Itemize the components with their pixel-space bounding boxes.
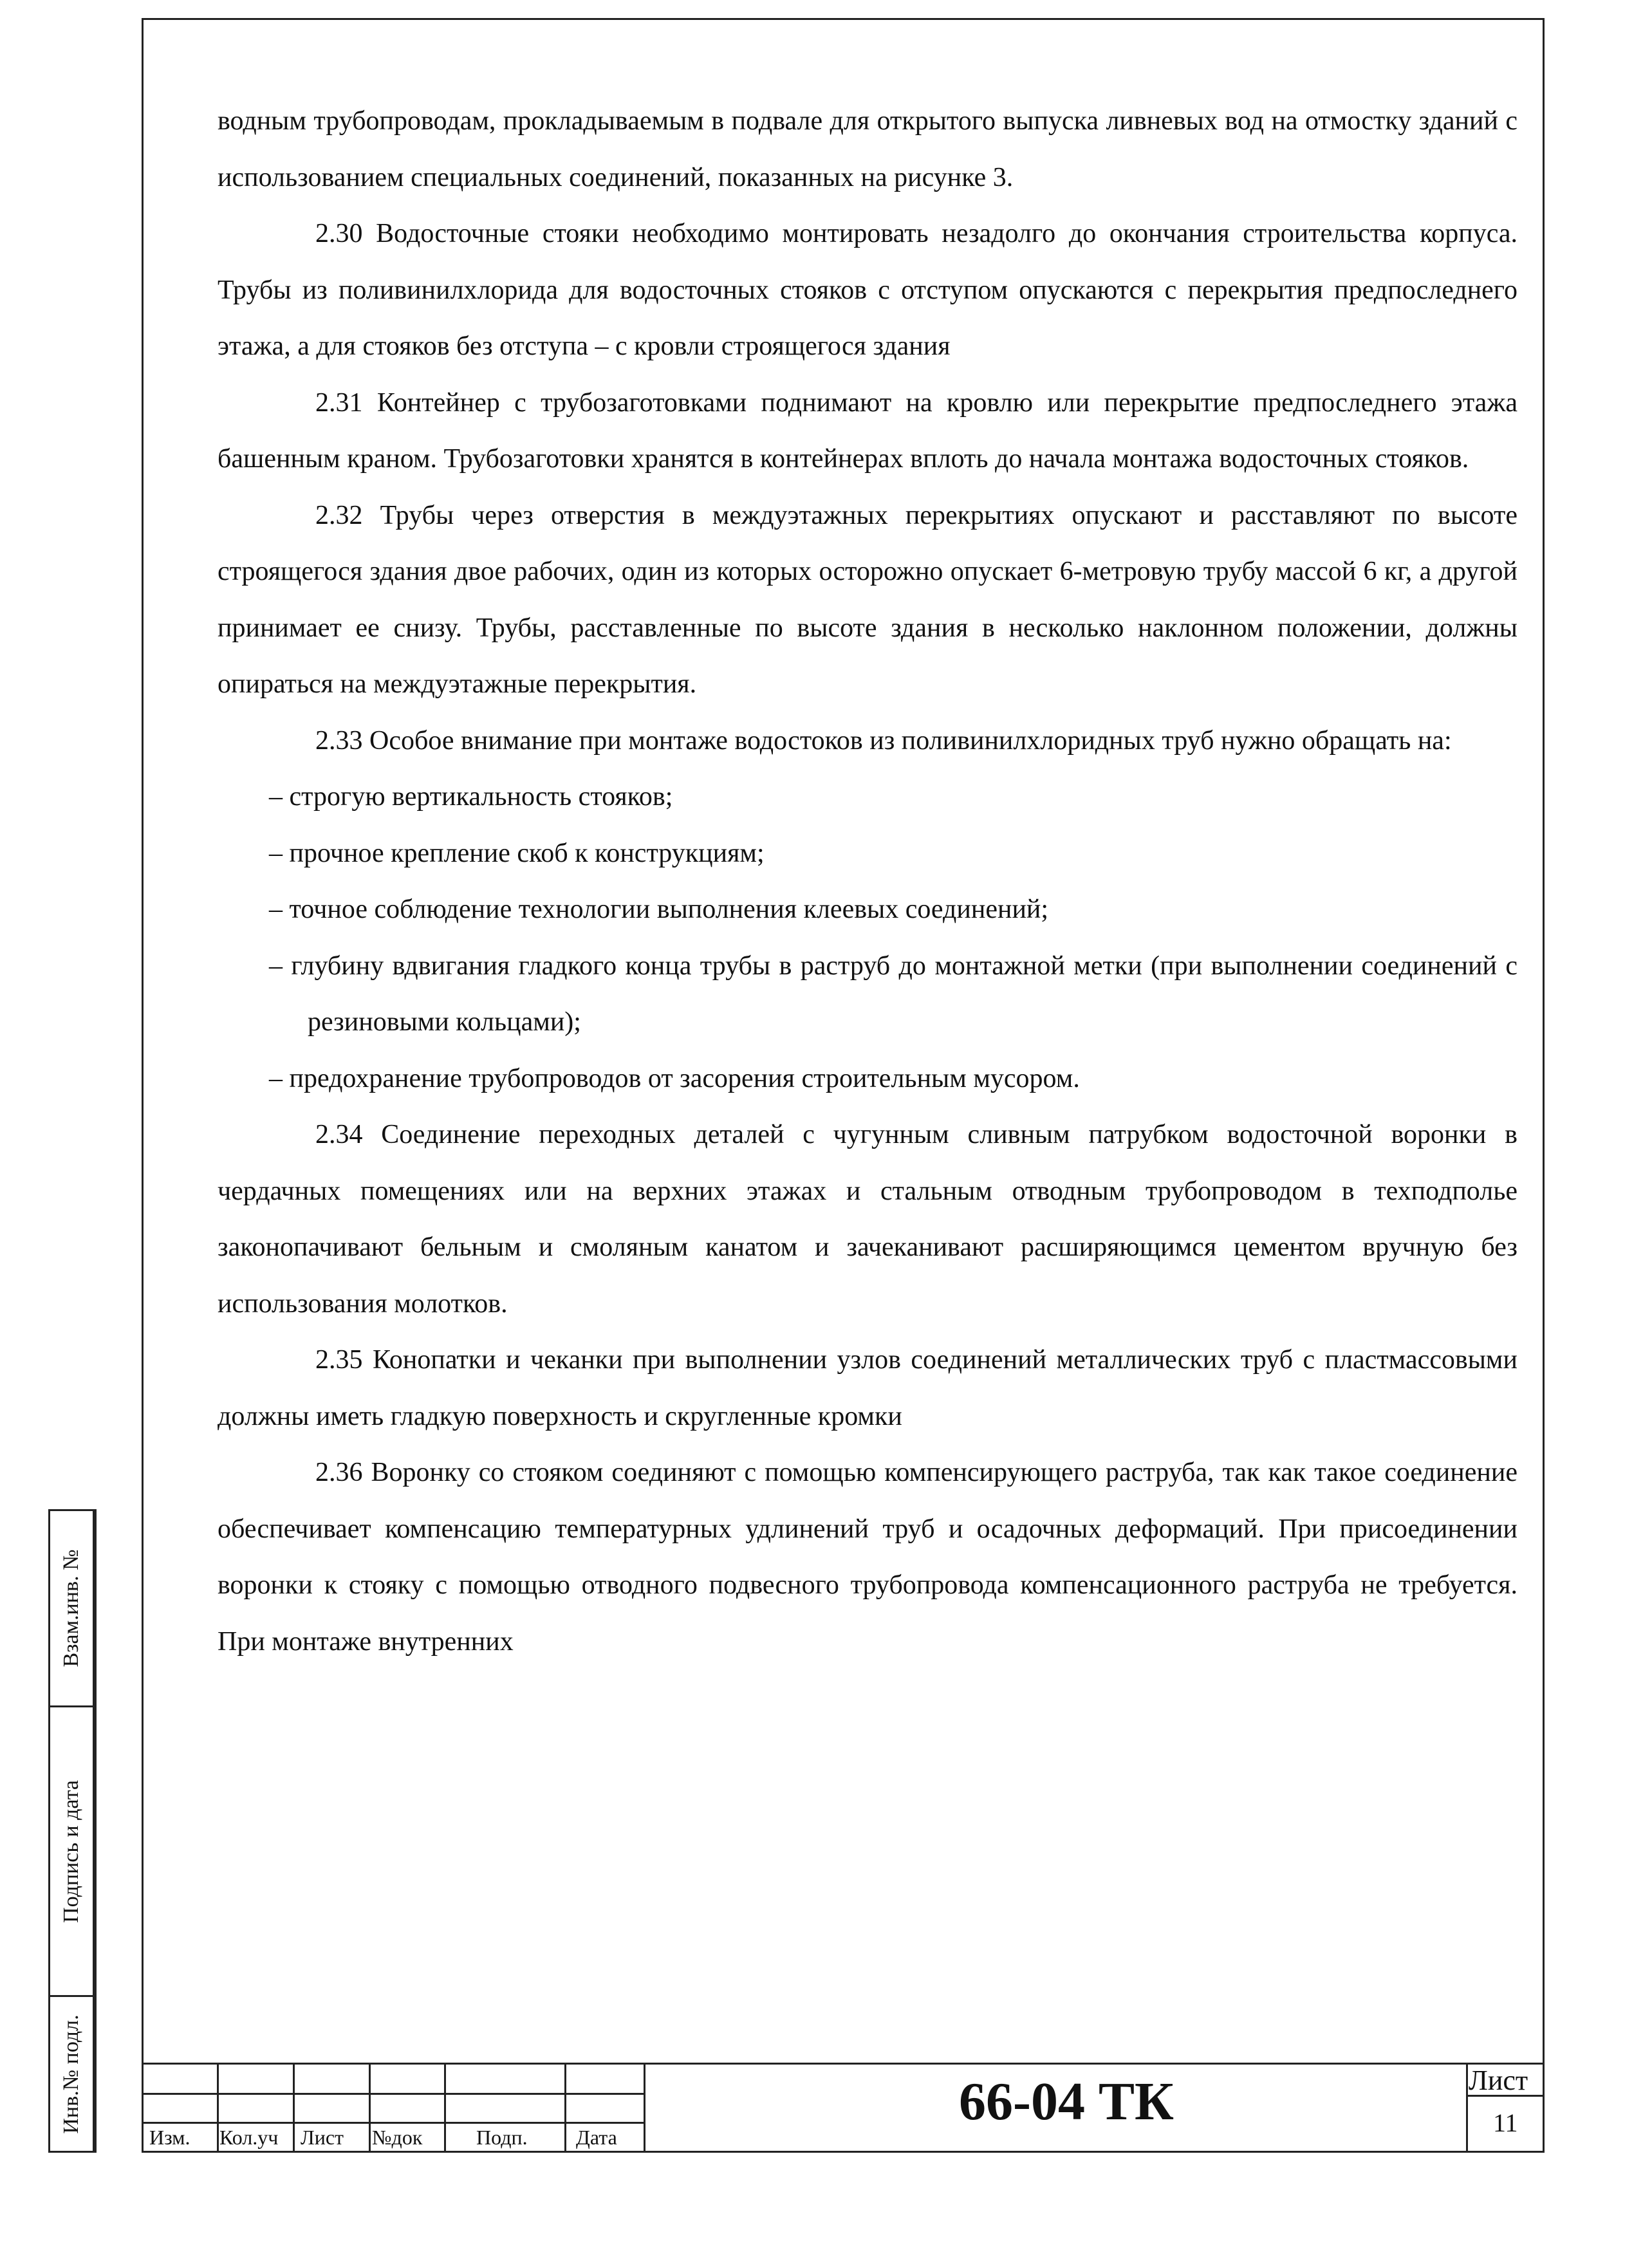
col-label-ndok: №док (372, 2126, 423, 2149)
list-item: – прочное крепление скоб к конструкциям; (269, 838, 765, 868)
document-code: 66-04 ТК (959, 2072, 1174, 2131)
list-item: – строгую вертикальность стояков; (269, 782, 673, 812)
title-block-col-line (564, 2063, 566, 2153)
col-label-list: Лист (301, 2126, 344, 2149)
paragraph-2-31: 2.31 Контейнер с трубозаготовками поднимают на кровлю или перекрытие предпоследнего этажа башенным краном. Трубозаготовки хранятся в контейнерах вплоть до начала монтажа водосточных стояков. (218, 387, 1517, 474)
document-body (218, 93, 1517, 1670)
list-item: – предохранение трубопроводов от засорения строительным мусором. (269, 1063, 1080, 1093)
paragraph-2-30: 2.30 Водосточные стояки необходимо монтировать незадолго до окончания строительства корпуса. Трубы из поливинилхлорида для водосточных стояков с отступом опускаются с перекрытия предпоследнего этажа, а для стояков без отступа – с кровли строящегося здания (218, 219, 1517, 361)
signature-date-label: Подпись и дата (59, 1779, 83, 1923)
title-block-col-line (444, 2063, 446, 2153)
paragraph-2-36: 2.36 Воронку со стояком соединяют с помощью компенсирующего раструба, так как такое соединение обеспечивает компенсацию температурных удлинений труб и осадочных деформаций. При присоединении воронки к стояку с помощью отводного подвесного трубопровода компенсационного раструба не требуется. При монтаже внутренних (218, 1458, 1517, 1657)
title-block (142, 2063, 1545, 2153)
paragraph-2-32: 2.32 Трубы через отверстия в междуэтажных перекрытиях опускают и расставляют по высоте строящегося здания двое рабочих, один из которых осторожно опускает 6-метровую трубу массой 6 кг, а другой принимает ее снизу. Трубы, расставленные по высоте здания в несколько наклонном положении, должны опираться на междуэтажные перекрытия. (218, 500, 1517, 699)
inv-no-label: Инв.№ подл. (59, 2014, 83, 2134)
paragraph-2-34: 2.34 Соединение переходных деталей с чугунным сливным патрубком водосточной воронки в чердачных помещениях или на верхних этажах и стальным отводным трубопроводом в техподполье законопачивают бельным и смоляным канатом и зачеканивают расширяющимся цементом вручную без использования молотков. (218, 1120, 1517, 1319)
paragraph-2-33: 2.33 Особое внимание при монтаже водостоков из поливинилхлоридных труб нужно обращать на: (315, 725, 1452, 756)
list-item: – глубину вдвигания гладкого конца трубы в раструб до монтажной метки (при выполнении соединений с резиновыми кольцами); (269, 951, 1517, 1037)
col-label-kol-uch: Кол.уч (219, 2126, 279, 2149)
replace-inv-label: Взам.инв. № (59, 1549, 83, 1667)
title-block-col-line (217, 2063, 219, 2153)
col-label-data: Дата (576, 2126, 617, 2149)
inv-no-cell (48, 1995, 95, 2153)
list-item: – точное соблюдение технологии выполнения клеевых соединений; (269, 895, 1049, 924)
replace-inv-cell (48, 1509, 95, 1705)
title-block-col-line (644, 2063, 645, 2153)
sheet-cell-border (1466, 2063, 1468, 2153)
col-label-podp: Подп. (476, 2126, 528, 2149)
sheet-label: Лист (1469, 2065, 1528, 2096)
col-label-izm: Изм. (149, 2126, 190, 2149)
side-strip-divider (95, 1509, 97, 2153)
side-stamp (48, 1509, 95, 2153)
title-block-top-line (142, 2063, 1545, 2065)
sheet-number: 11 (1493, 2108, 1518, 2137)
paragraph-2-35: 2.35 Конопатки и чеканки при выполнении узлов соединений металлических труб с пластмассовыми должны иметь гладкую поверхность и скругленные кромки (218, 1345, 1517, 1431)
title-block-col-line (293, 2063, 295, 2153)
signature-date-cell (48, 1705, 95, 1995)
paragraph: водным трубопроводам, прокладываемым в подвале для открытого выпуска ливневых вод на отмостку зданий с использованием специальных соединений, показанных на рисунке 3. (218, 106, 1517, 192)
title-block-col-line (369, 2063, 371, 2153)
